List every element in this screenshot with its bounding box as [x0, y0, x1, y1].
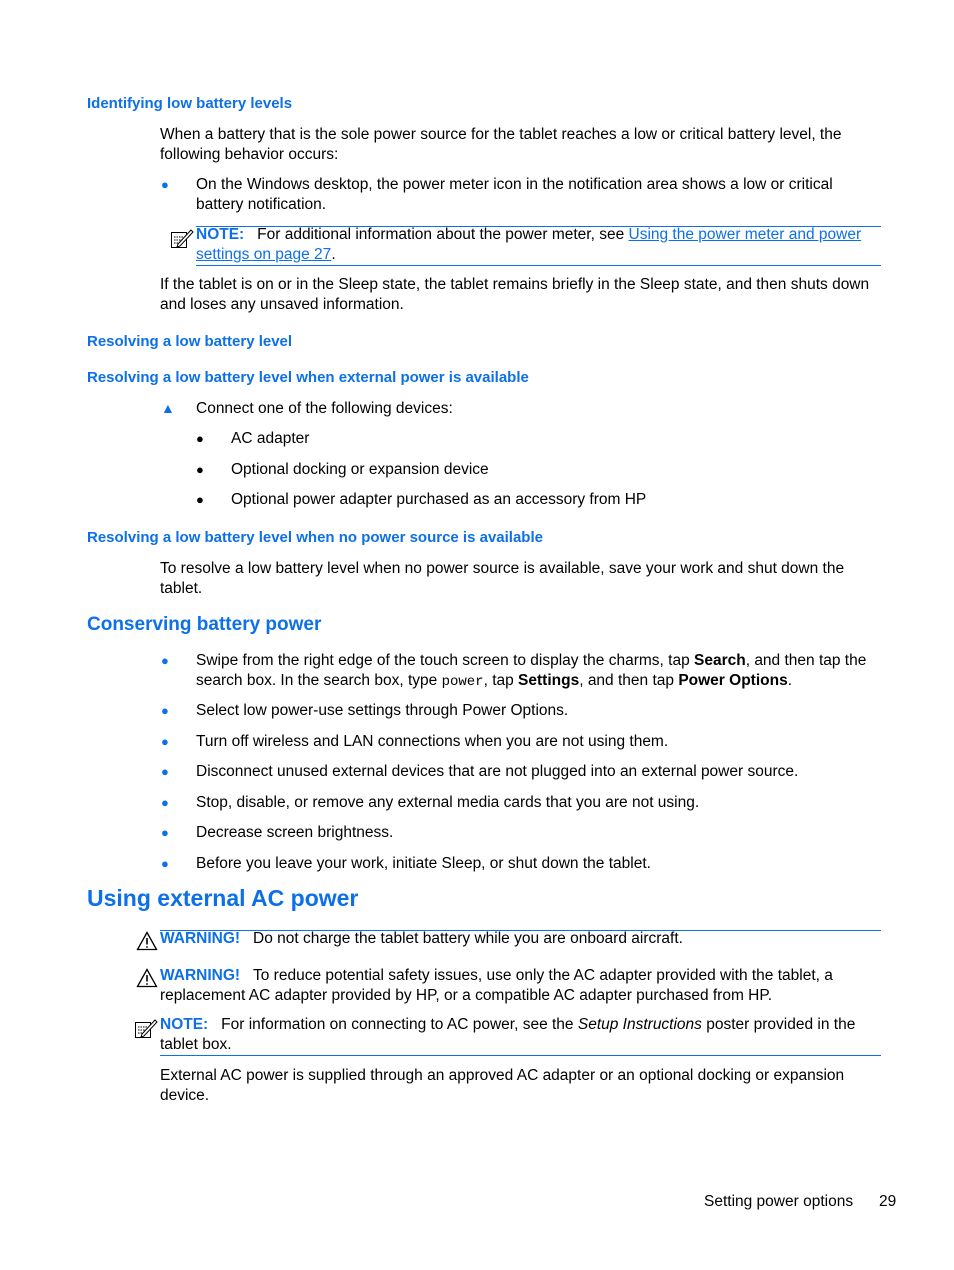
heading-conserving: Conserving battery power [87, 614, 322, 635]
heading-resolving: Resolving a low battery level [87, 333, 293, 350]
list-item: Select low power-use settings through Power Options. [196, 702, 569, 719]
footer-section-title: Setting power options [704, 1193, 854, 1210]
warning-icon [136, 931, 158, 951]
bullet-dot: ● [161, 764, 169, 779]
list-item: Turn off wireless and LAN connections when you are not using them. [196, 733, 669, 750]
note-label: NOTE: [196, 226, 245, 243]
list-item: Decrease screen brightness. [196, 824, 394, 841]
heading-resolving-external: Resolving a low battery level when external power is available [87, 369, 529, 386]
list-item: Optional power adapter purchased as an accessory from HP [231, 491, 647, 508]
para-identifying-intro: When a battery that is the sole power source for the tablet reaches a low or critical battery level, the following behavior occurs: [160, 126, 842, 163]
code-text: power [441, 673, 484, 690]
bullet-dot: ● [161, 795, 169, 810]
warning-text: To reduce potential safety issues, use only the AC adapter provided with the tablet, a replacement AC adapter provided by HP, or a compatible AC adapter purchased from HP. [160, 967, 833, 1004]
list-item: Optional docking or expansion device [231, 461, 489, 478]
note-end: . [331, 245, 336, 263]
text-run: , tap [483, 671, 519, 689]
warning-text: Do not charge the tablet battery while you are onboard aircraft. [253, 930, 683, 947]
warning-block [160, 966, 875, 1005]
step-triangle-icon: ▲ [161, 400, 175, 416]
para-external-ac: External AC power is supplied through an approved AC adapter or an optional docking or expansion device. [160, 1067, 845, 1104]
note-text: For information on connecting to AC power, see the [221, 1016, 578, 1033]
bullet-dot: ● [161, 653, 169, 668]
note-bottom-rule [196, 265, 881, 266]
text-bold: Power Options [678, 671, 788, 689]
note-text: For additional information about the power meter, see [257, 226, 629, 243]
list-item: Disconnect unused external devices that are not plugged into an external power source. [196, 763, 799, 780]
bullet-dot: ● [161, 825, 169, 840]
list-item: Stop, disable, or remove any external media cards that you are not using. [196, 794, 700, 811]
note-bottom-rule [160, 1055, 881, 1056]
warning-label: WARNING! [160, 930, 241, 947]
text-run: . [787, 671, 792, 689]
warning-block [160, 929, 875, 949]
list-item [196, 651, 876, 692]
bullet-dot: ● [196, 462, 204, 477]
step-connect: Connect one of the following devices: [196, 400, 453, 417]
text-run: , and then tap the search box. In the search box, type [196, 652, 867, 689]
note-icon [134, 1018, 158, 1040]
bullet-dot: ● [161, 856, 169, 871]
bullet-dot: ● [196, 492, 204, 507]
para-resolving-none: To resolve a low battery level when no power source is available, save your work and shut down the tablet. [160, 560, 845, 597]
list-item: Before you leave your work, initiate Sleep, or shut down the tablet. [196, 855, 651, 872]
para-sleep-state: If the tablet is on or in the Sleep state, the tablet remains briefly in the Sleep state, and then shuts down and loses any unsaved information. [160, 276, 870, 313]
bullet-dot: ● [161, 177, 169, 192]
text-run: Swipe from the right edge of the touch screen to display the charms, tap [196, 652, 694, 669]
note-block [196, 225, 876, 264]
page-number: 29 [879, 1193, 897, 1210]
heading-external-ac: Using external AC power [87, 885, 359, 911]
text-run: , and then tap [579, 671, 679, 689]
power-meter-link[interactable]: Using the power meter and power settings on page 27 [196, 226, 862, 263]
note-label: NOTE: [160, 1016, 209, 1033]
heading-resolving-none: Resolving a low battery level when no power source is available [87, 529, 543, 546]
bullet-dot: ● [196, 431, 204, 446]
bullet-dot: ● [161, 703, 169, 718]
note-text: poster provided in the tablet box. [160, 1016, 856, 1053]
note-icon [170, 228, 194, 250]
text-bold: Settings [518, 671, 580, 689]
list-item: AC adapter [231, 430, 310, 447]
heading-identifying: Identifying low battery levels [87, 95, 293, 112]
note-italic: Setup Instructions [577, 1016, 702, 1033]
list-item: On the Windows desktop, the power meter icon in the notification area shows a low or critical battery notification. [196, 176, 833, 213]
note-block [160, 1015, 875, 1054]
bullet-dot: ● [161, 734, 169, 749]
warning-icon [136, 968, 158, 988]
text-bold: Search [694, 652, 746, 669]
warning-label: WARNING! [160, 967, 241, 984]
